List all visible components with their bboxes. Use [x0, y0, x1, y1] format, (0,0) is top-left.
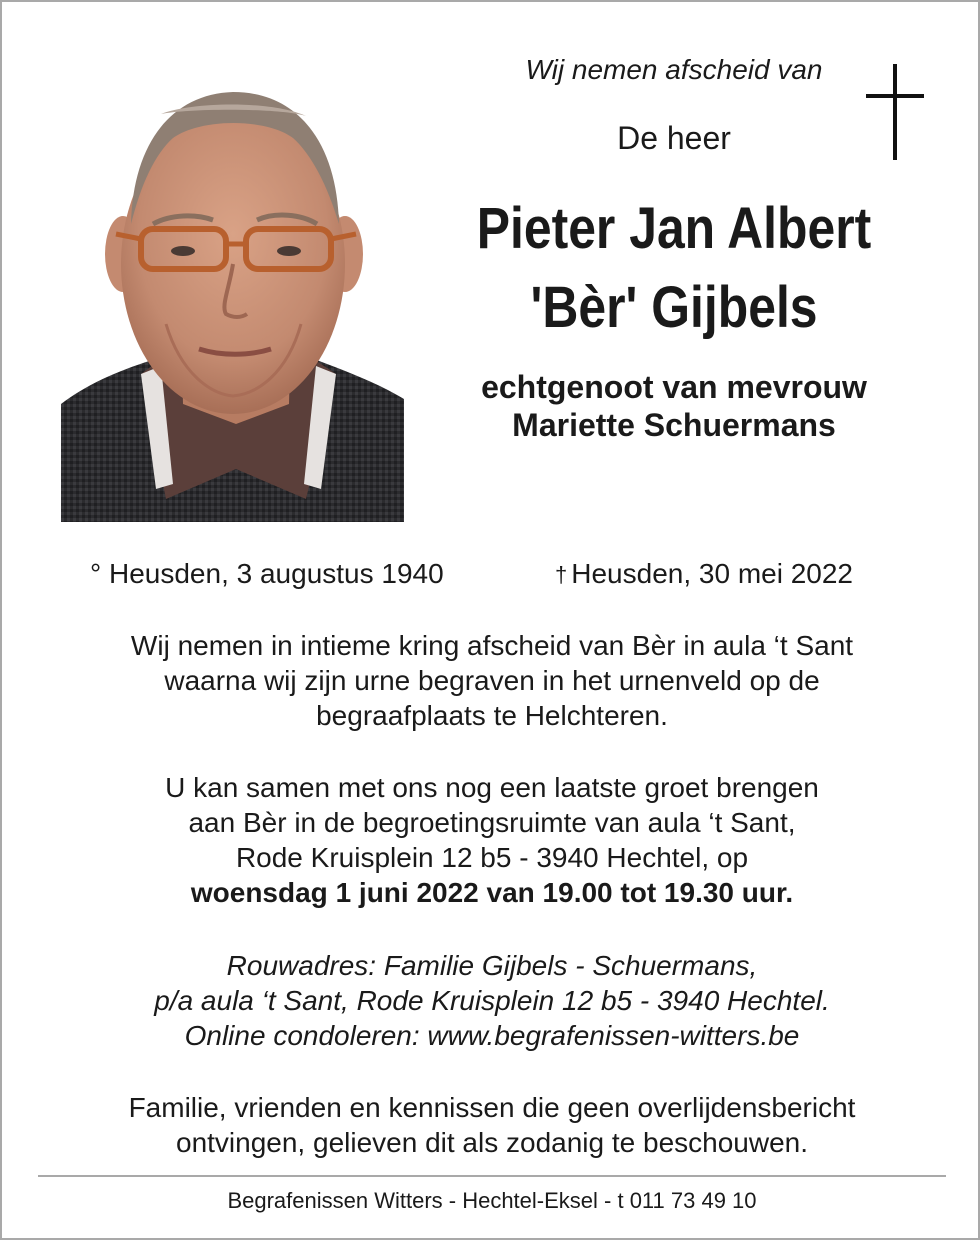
paragraph-line: ontvingen, gelieven dit als zodanig te beschouwen.	[176, 1127, 808, 1158]
paragraph-line: Rode Kruisplein 12 b5 - 3940 Hechtel, op	[235, 842, 749, 873]
paragraph-line: aan Bèr in de begroetingsruimte van aula ‘t Sant,	[188, 807, 796, 838]
portrait-photo-image	[61, 74, 404, 522]
dagger-icon: †	[555, 562, 568, 587]
paragraph-line: Wij nemen in intieme kring afscheid van Bèr in aula ‘t Sant	[130, 630, 854, 661]
birth-place-date: Heusden, 3 augustus 1940	[108, 558, 444, 589]
death-place-date: Heusden, 30 mei 2022	[571, 558, 853, 589]
spouse-text	[442, 368, 906, 445]
paragraph-line: p/a aula ‘t Sant, Rode Kruisplein 12 b5 - 3940 Hechtel.	[154, 985, 830, 1016]
name-line-1: Pieter Jan Albert	[476, 196, 872, 261]
birth-date	[90, 558, 444, 590]
paragraph-line: waarna wij zijn urne begraven in het urnenveld op de	[164, 665, 820, 696]
intro-text: Wij nemen afscheid van	[525, 54, 823, 85]
name-line-2: 'Bèr' Gijbels	[530, 274, 818, 340]
visitation-time: woensdag 1 juni 2022 van 19.00 tot 19.30 uur.	[190, 877, 794, 908]
paragraph-line: U kan samen met ons nog een laatste groet brengen	[165, 772, 819, 803]
paragraph-address	[62, 948, 922, 1053]
spouse-line-1: echtgenoot van mevrouw	[481, 369, 867, 405]
deceased-name	[474, 190, 873, 348]
funeral-home-footer: Begrafenissen Witters - Hechtel-Eksel - t 011 73 49 10	[227, 1188, 757, 1213]
paragraph-notice	[62, 1090, 922, 1160]
spouse-line-2: Mariette Schuermans	[512, 407, 836, 444]
portrait-photo	[61, 74, 404, 522]
paragraph-visitation	[62, 770, 922, 910]
life-dates	[2, 558, 980, 598]
paragraph-line: Rouwadres: Familie Gijbels - Schuermans,	[226, 950, 758, 981]
paragraph-ceremony	[62, 628, 922, 733]
birth-symbol: °	[90, 558, 102, 589]
death-date	[555, 558, 853, 590]
paragraph-line: begraafplaats te Helchteren.	[316, 700, 668, 731]
paragraph-line: Familie, vrienden en kennissen die geen overlijdensbericht	[128, 1092, 856, 1123]
salutation: De heer	[617, 120, 731, 156]
footer-divider	[38, 1175, 946, 1177]
condolence-website: Online condoleren: www.begrafenissen-witters.be	[184, 1020, 800, 1051]
